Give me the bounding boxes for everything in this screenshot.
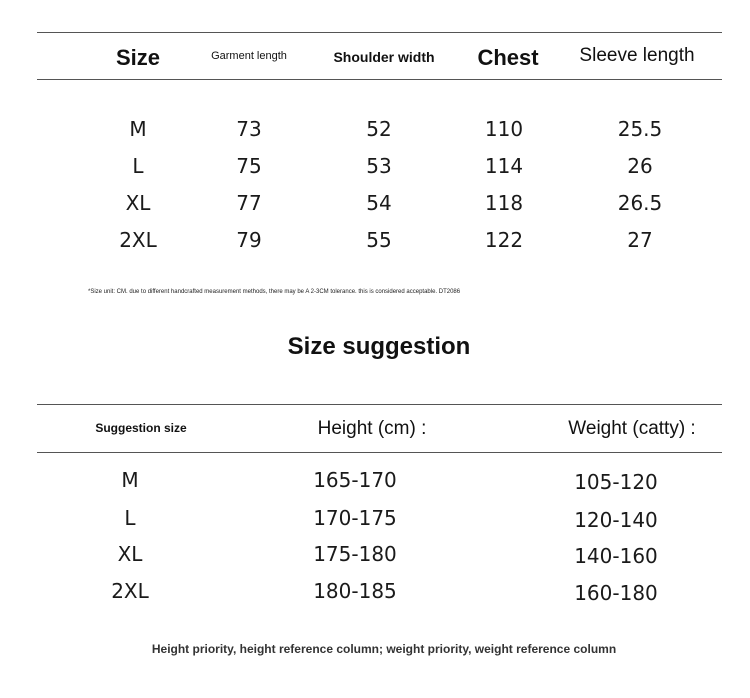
weight-range-cell: 140-160 [574,544,658,568]
size-suggestion-title: Size suggestion [287,333,471,360]
sleeve-length-cell: 26 [627,154,653,178]
suggestion-size-cell: L [124,506,136,530]
weight-range-cell: 120-140 [574,508,658,532]
size-cell: L [132,154,144,178]
chest-cell: 114 [484,154,524,178]
suggestion-table-top-rule [37,404,722,405]
size-table-header-rule [37,79,722,80]
height-range-cell: 170-175 [313,506,397,530]
shoulder-width-cell: 52 [366,117,392,141]
height-range-cell: 165-170 [313,468,397,492]
size-unit-note: *Size unit: CM. due to different handcrafted measurement methods, there may be A 2-3CM tolerance. this is considered acceptable. DT2086 [88,289,461,295]
size-cell: 2XL [119,228,157,252]
chest-header: Chest [477,45,539,70]
chest-cell: 122 [484,228,524,252]
shoulder-width-cell: 53 [366,154,392,178]
garment-length-header: Garment length [211,50,287,62]
chest-cell: 110 [484,117,524,141]
weight-range-cell: 105-120 [574,470,658,494]
garment-length-cell: 75 [236,154,262,178]
weight-range-cell: 160-180 [574,581,658,605]
suggestion-size-cell: M [121,468,139,492]
sleeve-length-header: Sleeve length [579,45,695,66]
garment-length-cell: 77 [236,191,262,215]
height-header: Height (cm) : [317,418,427,439]
shoulder-width-cell: 55 [366,228,392,252]
chest-cell: 118 [484,191,524,215]
size-cell: XL [125,191,151,215]
sleeve-length-cell: 26.5 [617,191,663,215]
garment-length-cell: 73 [236,117,262,141]
size-table-top-rule [37,32,722,33]
size-header: Size [115,45,161,70]
suggestion-size-header: Suggestion size [95,421,187,435]
height-range-cell: 175-180 [313,542,397,566]
shoulder-width-cell: 54 [366,191,392,215]
garment-length-cell: 79 [236,228,262,252]
priority-footer-note: Height priority, height reference column; weight priority, weight reference column [151,642,617,656]
sleeve-length-cell: 25.5 [617,117,663,141]
suggestion-size-cell: 2XL [111,579,149,603]
suggestion-table-header-rule [37,452,722,453]
shoulder-width-header: Shoulder width [333,49,435,65]
height-range-cell: 180-185 [313,579,397,603]
weight-header: Weight (catty) : [568,418,696,439]
suggestion-size-cell: XL [117,542,143,566]
size-cell: M [129,117,147,141]
sleeve-length-cell: 27 [627,228,653,252]
